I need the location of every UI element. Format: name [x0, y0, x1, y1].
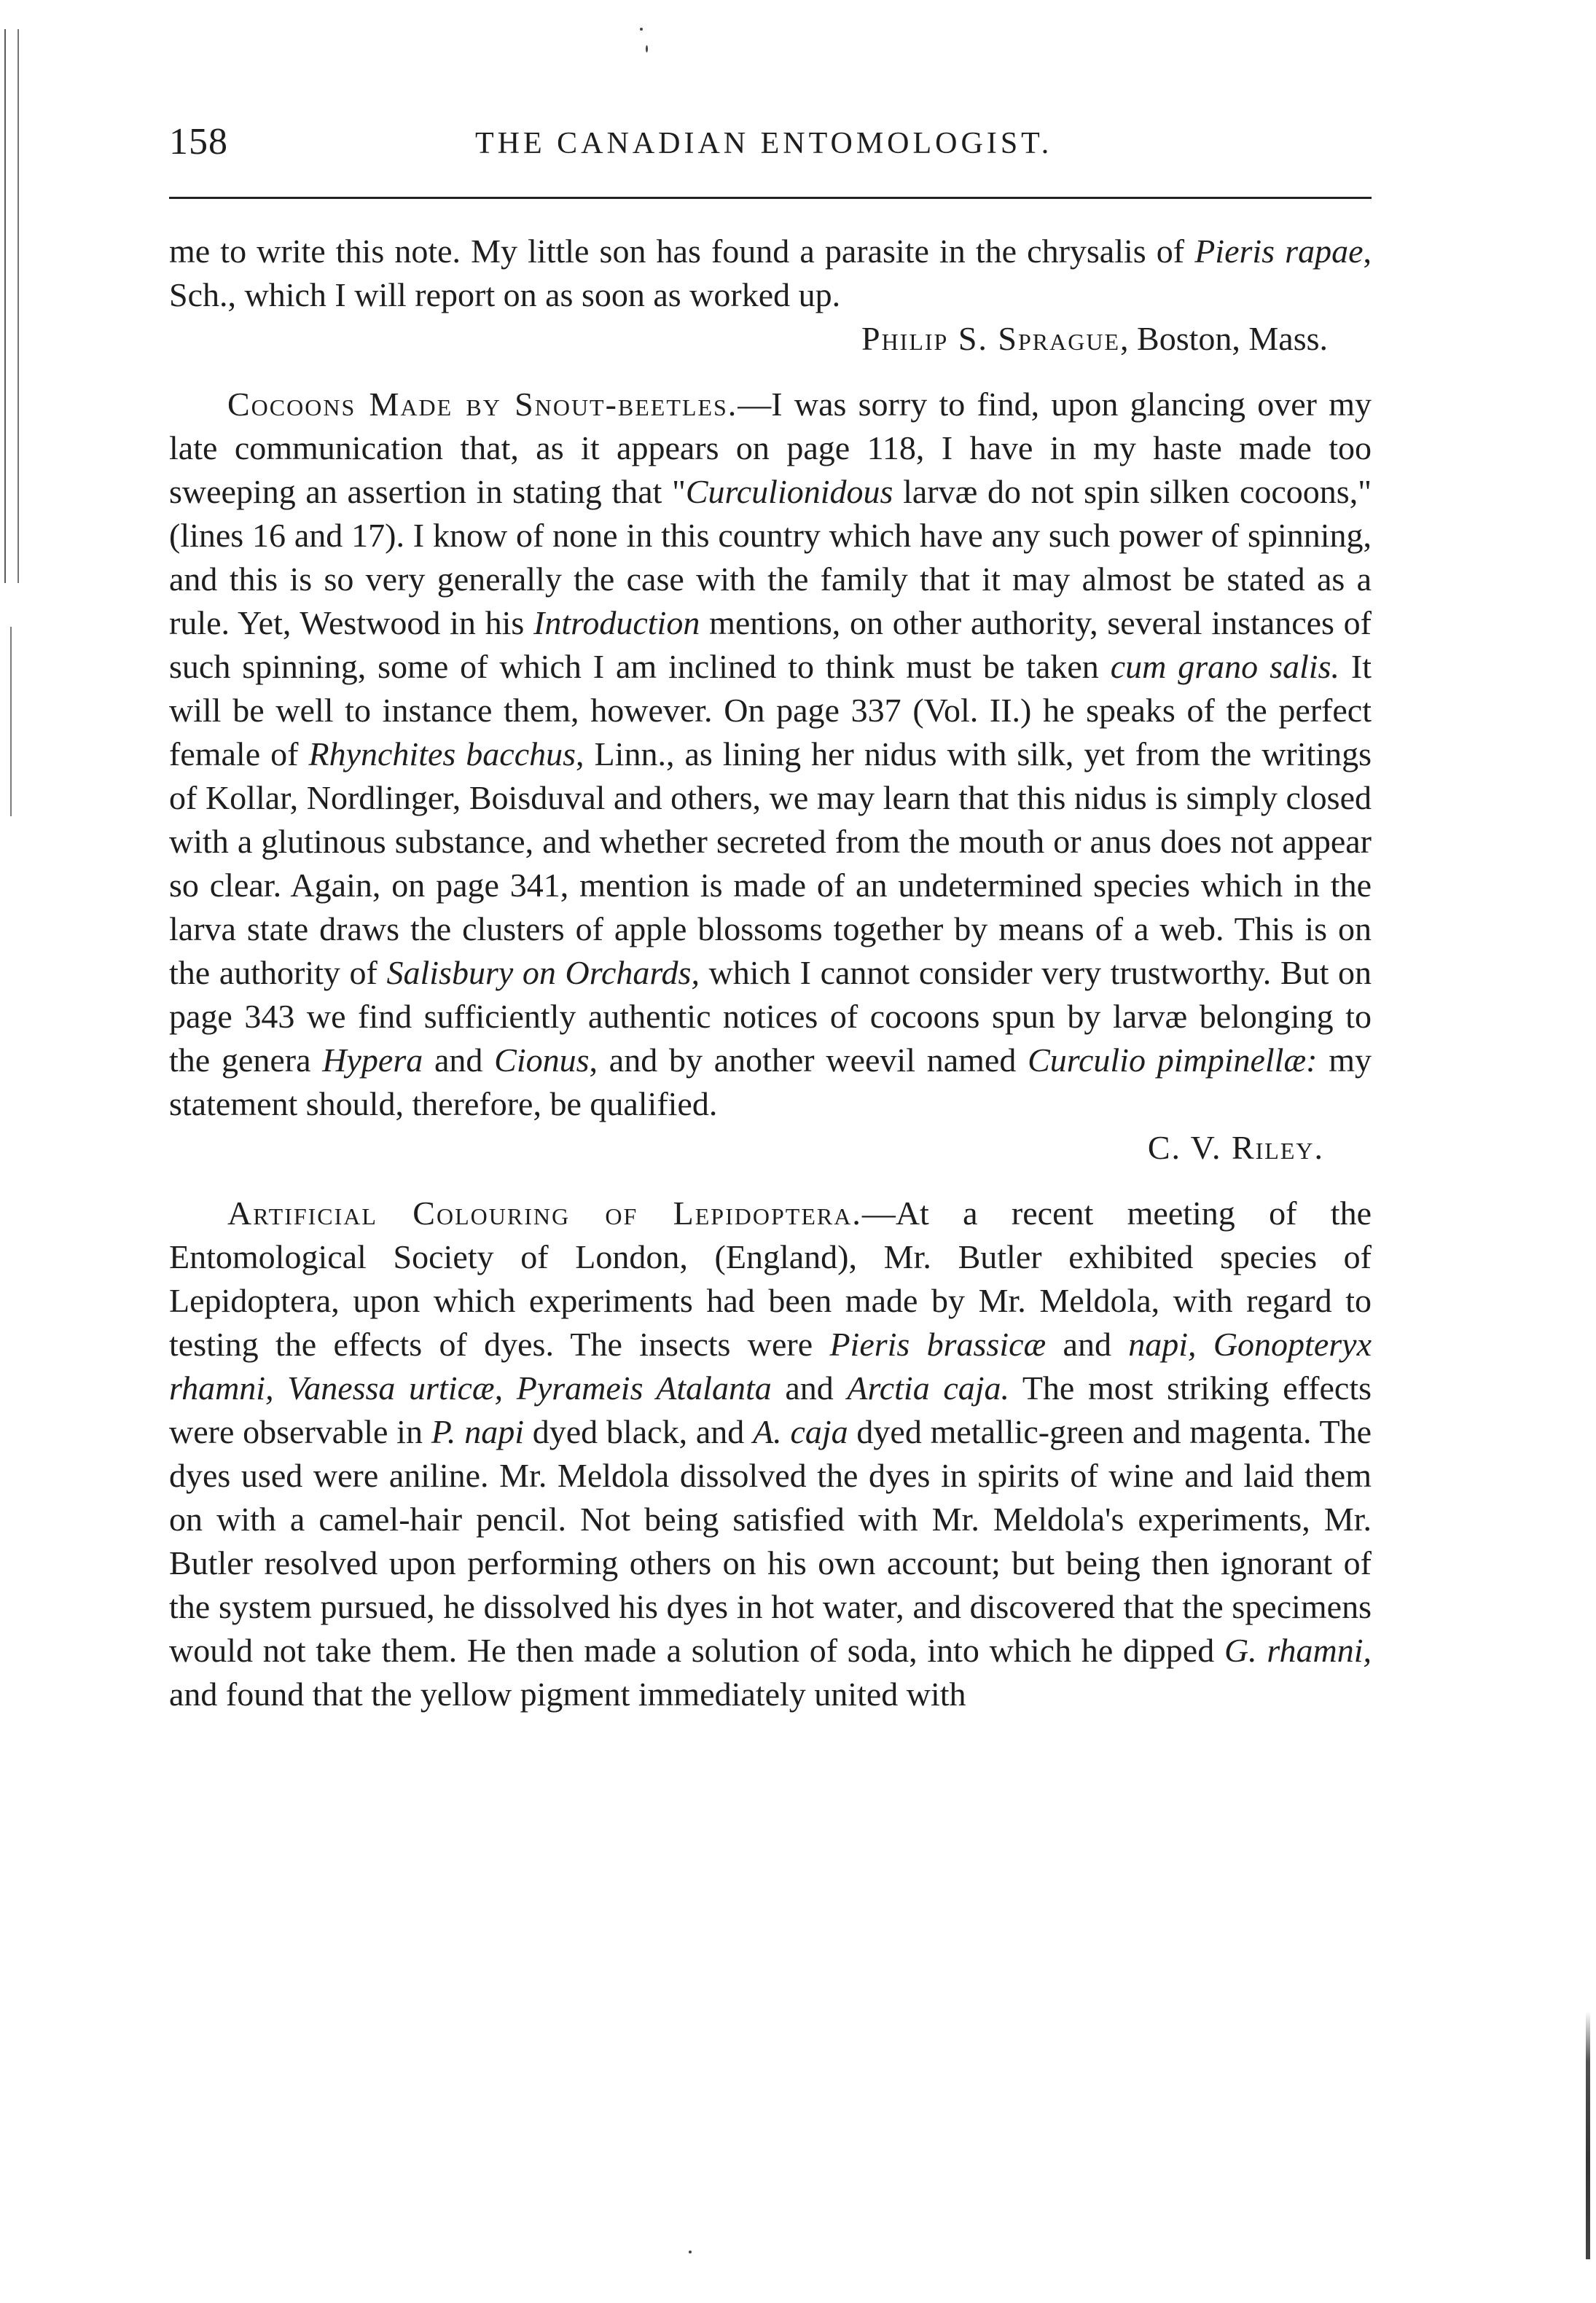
signature: [169, 1126, 1372, 1170]
page-body: [169, 230, 1372, 1716]
section-heading: Cocoons Made by Snout-beetles.: [227, 386, 738, 423]
signature: [169, 317, 1372, 361]
author-name: C. V. Riley.: [1147, 1129, 1324, 1166]
note-continuation: me to write this note. My little son has found a parasite in the chrysalis of Pieris rapae, Sch., which I will report on as soon as worked up.: [169, 232, 1372, 313]
scan-speck: [640, 28, 643, 31]
scan-speck: [646, 45, 648, 52]
article-paragraph: Artificial Colouring of Lepidoptera.—At a recent meeting of the Entomological Society of London, (England), Mr. Butler exhibited species of Lepidoptera, upon which experiments had been made by Mr. Meldola, with regard to testing the effects of dyes. The insects were Pieris brassicæ and napi, Gonopteryx rhamni, Vanessa urticæ, Pyrameis Atalanta and Arctia caja. The most striking effects were observable in P. napi dyed black, and A. caja dyed metallic-green and magenta. The dyes used were aniline. Mr. Meldola dissolved the dyes in spirits of wine and laid them on with a camel-hair pencil. Not being satisfied with Mr. Meldola's experiments, Mr. Butler resolved upon performing others on his own account; but being then ignorant of the system pursued, he dissolved his dyes in hot water, and discovered that the specimens would not take them. He then made a solution of soda, into which he dipped G. rhamni, and found that the yellow pigment immediately united with: [169, 1194, 1372, 1713]
scan-speck: [689, 2251, 692, 2253]
section-heading: Artificial Colouring of Lepidoptera.: [227, 1194, 862, 1232]
author-name: Philip S. Sprague: [861, 320, 1121, 357]
scan-edge-artifact: [1586, 2011, 1590, 2259]
author-place: , Boston, Mass.: [1120, 320, 1328, 357]
page-number: 158: [169, 121, 228, 163]
header-rule: [169, 197, 1372, 199]
article-paragraph: Cocoons Made by Snout-beetles.—I was sorry to find, upon glancing over my late communication that, as it appears on page 118, I have in my haste made too sweeping an assertion in stating that "Curculionidous larvæ do not spin silken cocoons," (lines 16 and 17). I know of none in this country which have any such power of spinning, and this is so very generally the case with the family that it may almost be stated as a rule. Yet, Westwood in his Introduction mentions, on other authority, several instances of such spinning, some of which I am inclined to think must be taken cum grano salis. It will be well to instance them, however. On page 337 (Vol. II.) he speaks of the perfect female of Rhynchites bacchus, Linn., as lining her nidus with silk, yet from the writings of Kollar, Nordlinger, Boisduval and others, we may learn that this nidus is simply closed with a glutinous substance, and whether secreted from the mouth or anus does not appear so clear. Again, on page 341, mention is made of an undetermined species which in the larva state draws the clusters of apple blossoms together by means of a web. This is on the authority of Salisbury on Orchards, which I cannot consider very trustworthy. But on page 343 we find sufficiently authentic notices of cocoons spun by larvæ belonging to the genera Hypera and Cionus, and by another weevil named Curculio pimpinellæ: my statement should, therefore, be qualified.: [169, 386, 1372, 1122]
scan-edge-artifact: [10, 627, 12, 816]
page-header: [169, 120, 1372, 171]
taxon-name: Pieris rapae: [1194, 232, 1364, 270]
scan-edge-artifact: [4, 29, 19, 583]
running-head: THE CANADIAN ENTOMOLOGIST.: [475, 127, 1053, 160]
